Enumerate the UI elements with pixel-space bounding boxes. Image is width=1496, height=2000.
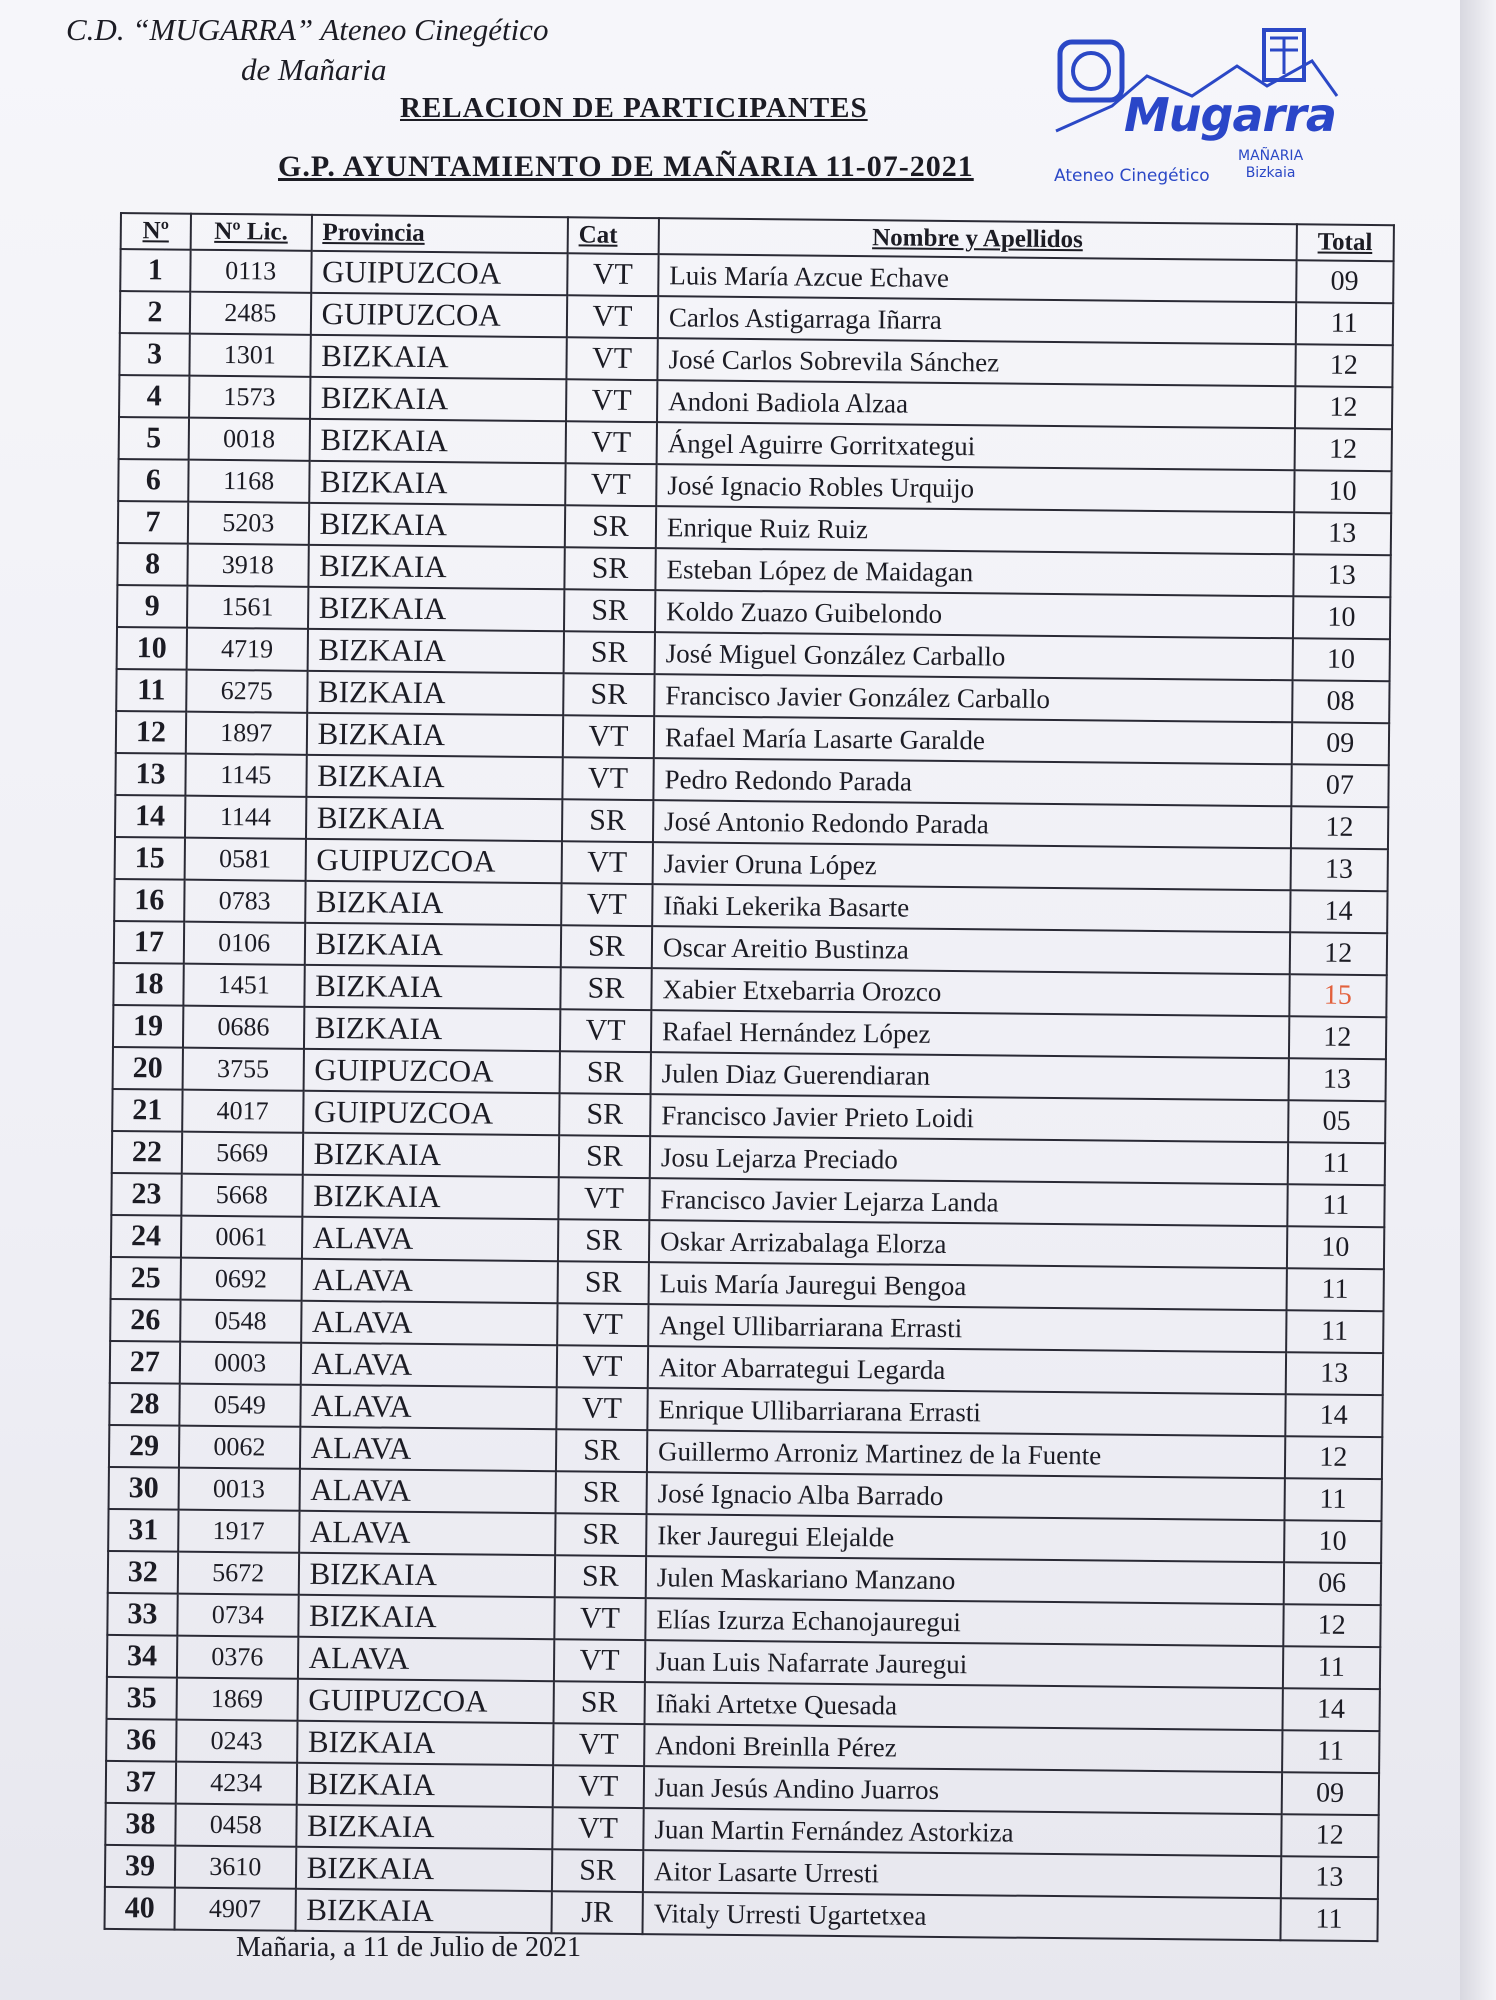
license-number: 1145 <box>185 754 306 797</box>
category: SR <box>553 1681 644 1724</box>
license-number: 1301 <box>189 334 310 377</box>
row-number: 39 <box>105 1845 175 1888</box>
document-title: RELACION DE PARTICIPANTES <box>400 92 868 124</box>
total-score: 13 <box>1288 1058 1386 1101</box>
province: BIZKAIA <box>309 461 566 505</box>
license-number: 4907 <box>174 1888 295 1931</box>
total-score: 09 <box>1296 260 1394 303</box>
signature-line: Mañaria, a 11 de Julio de 2021 <box>236 1932 581 1963</box>
license-number: 3755 <box>182 1048 303 1091</box>
logo-place <box>1238 148 1303 182</box>
total-score: 09 <box>1291 722 1389 765</box>
participant-name: Iñaki Artetxe Quesada <box>644 1682 1282 1730</box>
license-number: 1451 <box>183 964 304 1007</box>
club-name-line1: C.D. “MUGARRA” Ateneo Cinegético <box>66 12 549 47</box>
total-score: 10 <box>1284 1520 1382 1563</box>
participants-table <box>104 212 1395 1942</box>
row-number: 5 <box>119 417 189 460</box>
participant-name: José Carlos Sobrevila Sánchez <box>657 338 1295 386</box>
total-score: 11 <box>1287 1142 1385 1185</box>
license-number: 3610 <box>175 1846 296 1889</box>
participant-name: Xabier Etxebarria Orozco <box>651 968 1289 1016</box>
row-number: 31 <box>108 1509 178 1552</box>
participant-name: Aitor Abarrategui Legarda <box>648 1346 1286 1394</box>
category: VT <box>567 295 658 338</box>
total-score: 11 <box>1280 1898 1378 1941</box>
category: SR <box>555 1513 646 1556</box>
total-score: 13 <box>1290 848 1388 891</box>
row-number: 10 <box>117 627 187 670</box>
total-score: 13 <box>1285 1352 1383 1395</box>
participant-name: Francisco Javier Lejarza Landa <box>649 1178 1287 1226</box>
total-score: 13 <box>1293 512 1391 555</box>
category: VT <box>556 1387 647 1430</box>
license-number: 4234 <box>176 1762 297 1805</box>
participant-name: Esteban López de Maidagan <box>655 548 1293 596</box>
province: BIZKAIA <box>310 377 567 421</box>
province: ALAVA <box>300 1427 557 1471</box>
province: BIZKAIA <box>307 671 564 715</box>
row-number: 22 <box>112 1131 182 1174</box>
license-number: 0376 <box>177 1636 298 1679</box>
category: SR <box>555 1471 646 1514</box>
participant-name: Elías Izurza Echanojauregui <box>645 1598 1283 1646</box>
row-number: 29 <box>109 1425 179 1468</box>
row-number: 32 <box>108 1551 178 1594</box>
license-number: 0692 <box>180 1258 301 1301</box>
province: ALAVA <box>302 1217 559 1261</box>
row-number: 36 <box>106 1719 176 1762</box>
license-number: 1897 <box>186 712 307 755</box>
license-number: 6275 <box>186 670 307 713</box>
participant-name: Aitor Lasarte Urresti <box>643 1850 1281 1898</box>
province: BIZKAIA <box>295 1889 552 1933</box>
total-score: 12 <box>1284 1436 1382 1479</box>
license-number: 1144 <box>185 796 306 839</box>
row-number: 11 <box>116 669 186 712</box>
row-number: 2 <box>120 291 190 334</box>
document-subtitle: G.P. AYUNTAMIENTO DE MAÑARIA 11-07-2021 <box>278 150 974 183</box>
total-score: 13 <box>1280 1856 1378 1899</box>
participant-name: Enrique Ullibarriarana Errasti <box>647 1388 1285 1436</box>
category: SR <box>558 1219 649 1262</box>
category: VT <box>561 883 652 926</box>
total-score: 12 <box>1294 386 1392 429</box>
participant-name: José Ignacio Robles Urquijo <box>656 464 1294 512</box>
province: BIZKAIA <box>297 1721 554 1765</box>
license-number: 0458 <box>175 1804 296 1847</box>
license-number: 0734 <box>177 1594 298 1637</box>
participant-name: Andoni Badiola Alzaa <box>657 380 1295 428</box>
category: VT <box>553 1765 644 1808</box>
province: GUIPUZCOA <box>303 1091 560 1135</box>
category: SR <box>564 547 655 590</box>
total-score: 11 <box>1287 1184 1385 1227</box>
province: ALAVA <box>299 1511 556 1555</box>
row-number: 28 <box>109 1383 179 1426</box>
license-number: 0018 <box>189 418 310 461</box>
province: ALAVA <box>301 1259 558 1303</box>
row-number: 19 <box>113 1005 183 1048</box>
province: ALAVA <box>300 1385 557 1429</box>
license-number: 0003 <box>180 1342 301 1385</box>
category: VT <box>566 379 657 422</box>
license-number: 0783 <box>184 880 305 923</box>
row-number: 14 <box>115 795 185 838</box>
category: SR <box>559 1135 650 1178</box>
total-score: 14 <box>1290 890 1388 933</box>
province: BIZKAIA <box>304 923 561 967</box>
participant-name: Carlos Astigarraga Iñarra <box>658 296 1296 344</box>
col-header-category: Cat <box>568 217 659 254</box>
category: VT <box>563 715 654 758</box>
participant-name: Juan Martin Fernández Astorkiza <box>643 1808 1281 1856</box>
total-score: 08 <box>1292 680 1390 723</box>
row-number: 9 <box>117 585 187 628</box>
category: VT <box>562 757 653 800</box>
total-score: 12 <box>1283 1604 1381 1647</box>
total-score: 11 <box>1295 302 1393 345</box>
license-number: 0581 <box>184 838 305 881</box>
participant-name: José Antonio Redondo Parada <box>653 800 1291 848</box>
province: BIZKAIA <box>304 965 561 1009</box>
license-number: 1573 <box>189 376 310 419</box>
row-number: 38 <box>105 1803 175 1846</box>
province: BIZKAIA <box>308 503 565 547</box>
province: ALAVA <box>300 1343 557 1387</box>
category: SR <box>559 1051 650 1094</box>
participant-name: Julen Maskariano Manzano <box>646 1556 1284 1604</box>
province: GUIPUZCOA <box>297 1679 554 1723</box>
participant-name: Enrique Ruiz Ruiz <box>656 506 1294 554</box>
license-number: 0062 <box>179 1426 300 1469</box>
row-number: 13 <box>115 753 185 796</box>
total-score: 09 <box>1281 1772 1379 1815</box>
province: GUIPUZCOA <box>305 839 562 883</box>
total-score: 10 <box>1292 596 1390 639</box>
province: BIZKAIA <box>296 1805 553 1849</box>
participant-name: Javier Oruna López <box>653 842 1291 890</box>
col-header-province: Provincia <box>311 215 568 253</box>
row-number: 18 <box>113 963 183 1006</box>
category: SR <box>559 1093 650 1136</box>
club-name <box>66 10 548 90</box>
license-number: 3918 <box>187 544 308 587</box>
total-score: 13 <box>1293 554 1391 597</box>
category: SR <box>560 967 651 1010</box>
participant-name: Rafael Hernández López <box>651 1010 1289 1058</box>
total-score: 14 <box>1282 1688 1380 1731</box>
col-header-name: Nombre y Apellidos <box>659 218 1297 260</box>
row-number: 20 <box>113 1047 183 1090</box>
total-score: 12 <box>1290 806 1388 849</box>
province: GUIPUZCOA <box>310 293 567 337</box>
participant-name: José Ignacio Alba Barrado <box>646 1472 1284 1520</box>
province: BIZKAIA <box>302 1175 559 1219</box>
total-score: 14 <box>1285 1394 1383 1437</box>
license-number: 0549 <box>179 1384 300 1427</box>
province: BIZKAIA <box>296 1847 553 1891</box>
page-edge <box>1460 0 1496 2000</box>
participant-name: Julen Diaz Guerendiaran <box>651 1052 1289 1100</box>
participant-name: José Miguel González Carballo <box>655 632 1293 680</box>
participant-name: Ángel Aguirre Gorritxategui <box>657 422 1295 470</box>
row-number: 12 <box>116 711 186 754</box>
row-number: 21 <box>112 1089 182 1132</box>
category: VT <box>565 463 656 506</box>
participant-name: Luis María Jauregui Bengoa <box>649 1262 1287 1310</box>
col-header-number: Nº <box>121 213 191 250</box>
row-number: 24 <box>111 1215 181 1258</box>
logo-place-line1: MAÑARIA <box>1238 148 1304 164</box>
category: VT <box>567 253 658 296</box>
row-number: 40 <box>105 1887 175 1930</box>
province: ALAVA <box>301 1301 558 1345</box>
category: SR <box>561 925 652 968</box>
participant-name: Francisco Javier González Carballo <box>654 674 1292 722</box>
total-score: 15 <box>1289 974 1387 1017</box>
province: ALAVA <box>298 1637 555 1681</box>
license-number: 0013 <box>178 1468 299 1511</box>
participant-name: Angel Ullibarriarana Errasti <box>648 1304 1286 1352</box>
license-number: 4719 <box>187 628 308 671</box>
category: VT <box>554 1597 645 1640</box>
participant-name: Andoni Breinlla Pérez <box>644 1724 1282 1772</box>
participant-name: Oskar Arrizabalaga Elorza <box>649 1220 1287 1268</box>
province: ALAVA <box>299 1469 556 1513</box>
total-score: 11 <box>1286 1310 1384 1353</box>
category: VT <box>552 1807 643 1850</box>
province: GUIPUZCOA <box>303 1049 560 1093</box>
category: VT <box>557 1345 648 1388</box>
participant-name: Luis María Azcue Echave <box>658 254 1296 302</box>
license-number: 1168 <box>188 460 309 503</box>
participant-name: Francisco Javier Prieto Loidi <box>650 1094 1288 1142</box>
province: BIZKAIA <box>307 629 564 673</box>
license-number: 0548 <box>180 1300 301 1343</box>
total-score: 11 <box>1284 1478 1382 1521</box>
license-number: 1561 <box>187 586 308 629</box>
row-number: 16 <box>114 879 184 922</box>
category: SR <box>563 673 654 716</box>
province: BIZKAIA <box>298 1595 555 1639</box>
total-score: 07 <box>1291 764 1389 807</box>
total-score: 12 <box>1281 1814 1379 1857</box>
category: VT <box>558 1177 649 1220</box>
participant-name: Vitaly Urresti Ugartetxea <box>642 1892 1280 1940</box>
license-number: 0106 <box>184 922 305 965</box>
province: GUIPUZCOA <box>311 251 568 295</box>
category: SR <box>555 1555 646 1598</box>
category: VT <box>561 841 652 884</box>
row-number: 15 <box>115 837 185 880</box>
province: BIZKAIA <box>306 797 563 841</box>
participant-name: Rafael María Lasarte Garalde <box>654 716 1292 764</box>
total-score: 11 <box>1286 1268 1384 1311</box>
category: VT <box>557 1303 648 1346</box>
row-number: 8 <box>117 543 187 586</box>
row-number: 26 <box>110 1299 180 1342</box>
province: BIZKAIA <box>309 419 566 463</box>
category: SR <box>552 1849 643 1892</box>
row-number: 3 <box>119 333 189 376</box>
total-score: 12 <box>1288 1016 1386 1059</box>
club-logo <box>1052 26 1342 196</box>
logo-caption: Ateneo Cinegético <box>1054 166 1210 186</box>
license-number: 0113 <box>190 250 311 293</box>
license-number: 5668 <box>181 1174 302 1217</box>
province: BIZKAIA <box>305 881 562 925</box>
total-score: 10 <box>1292 638 1390 681</box>
participant-name: Pedro Redondo Parada <box>653 758 1291 806</box>
category: JR <box>551 1891 642 1934</box>
category: SR <box>563 631 654 674</box>
license-number: 1917 <box>178 1510 299 1553</box>
category: VT <box>553 1723 644 1766</box>
table-body <box>105 249 1394 1941</box>
row-number: 1 <box>120 249 190 292</box>
row-number: 25 <box>111 1257 181 1300</box>
participant-name: Oscar Areitio Bustinza <box>652 926 1290 974</box>
logo-place-line2: Bizkaia <box>1245 165 1296 181</box>
participant-name: Juan Jesús Andino Juarros <box>644 1766 1282 1814</box>
province: BIZKAIA <box>306 755 563 799</box>
province: BIZKAIA <box>310 335 567 379</box>
row-number: 35 <box>107 1677 177 1720</box>
row-number: 37 <box>106 1761 176 1804</box>
license-number: 4017 <box>182 1090 303 1133</box>
participant-name: Iñaki Lekerika Basarte <box>652 884 1290 932</box>
total-score: 10 <box>1286 1226 1384 1269</box>
row-number: 6 <box>118 459 188 502</box>
participant-name: Josu Lejarza Preciado <box>650 1136 1288 1184</box>
col-header-license: Nº Lic. <box>191 214 312 251</box>
license-number: 5672 <box>178 1552 299 1595</box>
province: BIZKAIA <box>304 1007 561 1051</box>
col-header-total: Total <box>1296 224 1394 261</box>
license-number: 1869 <box>176 1678 297 1721</box>
total-score: 11 <box>1282 1730 1380 1773</box>
category: SR <box>565 505 656 548</box>
total-score: 11 <box>1282 1646 1380 1689</box>
row-number: 17 <box>114 921 184 964</box>
category: VT <box>554 1639 645 1682</box>
participant-name: Iker Jauregui Elejalde <box>646 1514 1284 1562</box>
row-number: 27 <box>110 1341 180 1384</box>
row-number: 4 <box>119 375 189 418</box>
category: SR <box>564 589 655 632</box>
license-number: 5669 <box>182 1132 303 1175</box>
total-score: 12 <box>1294 428 1392 471</box>
category: VT <box>566 337 657 380</box>
province: BIZKAIA <box>306 713 563 757</box>
category: VT <box>560 1009 651 1052</box>
total-score: 12 <box>1289 932 1387 975</box>
participant-name: Juan Luis Nafarrate Jauregui <box>645 1640 1283 1688</box>
total-score: 05 <box>1288 1100 1386 1143</box>
row-number: 23 <box>111 1173 181 1216</box>
total-score: 06 <box>1283 1562 1381 1605</box>
province: BIZKAIA <box>296 1763 553 1807</box>
participant-name: Koldo Zuazo Guibelondo <box>655 590 1293 638</box>
province: BIZKAIA <box>308 545 565 589</box>
club-name-line2: de Mañaria <box>241 52 387 87</box>
row-number: 33 <box>107 1593 177 1636</box>
row-number: 34 <box>107 1635 177 1678</box>
province: BIZKAIA <box>308 587 565 631</box>
category: VT <box>565 421 656 464</box>
license-number: 0686 <box>183 1006 304 1049</box>
total-score: 12 <box>1295 344 1393 387</box>
row-number: 7 <box>118 501 188 544</box>
participant-name: Guillermo Arroniz Martinez de la Fuente <box>647 1430 1285 1478</box>
category: SR <box>556 1429 647 1472</box>
license-number: 2485 <box>190 292 311 335</box>
license-number: 5203 <box>188 502 309 545</box>
province: BIZKAIA <box>298 1553 555 1597</box>
category: SR <box>557 1261 648 1304</box>
license-number: 0061 <box>181 1216 302 1259</box>
license-number: 0243 <box>176 1720 297 1763</box>
category: SR <box>562 799 653 842</box>
logo-brand: Mugarra <box>1124 88 1336 142</box>
total-score: 10 <box>1294 470 1392 513</box>
row-number: 30 <box>109 1467 179 1510</box>
province: BIZKAIA <box>302 1133 559 1177</box>
